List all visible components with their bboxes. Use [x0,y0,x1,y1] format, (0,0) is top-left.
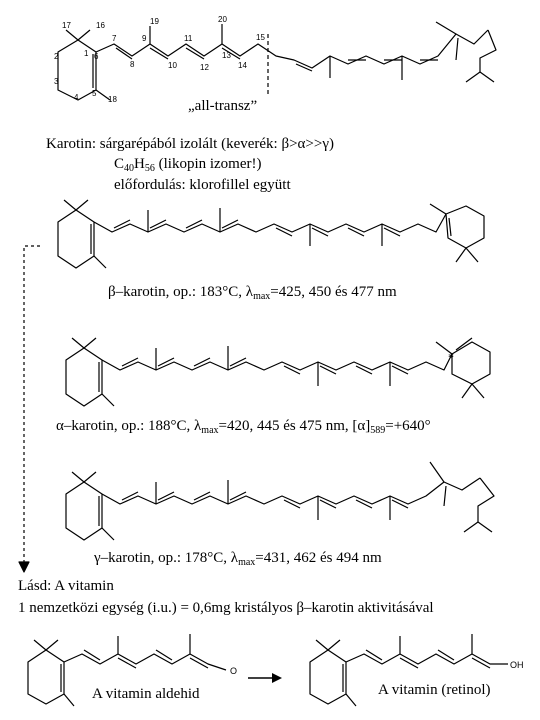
beta-text: β–karotin, op.: 183°C, λ [108,284,254,300]
beta-values: =425, 450 és 477 nm [270,284,397,300]
alpha-text: α–karotin, op.: 188°C, λ [56,418,202,434]
karotin-formula [114,156,262,173]
atom-number: 14 [238,61,247,70]
all-trans-structure [0,0,540,110]
alpha-lambda-sub: max [201,425,219,436]
atom-number: 10 [168,61,177,70]
chiral-star: * [448,350,454,364]
atom-number: 16 [96,21,105,30]
atom-number: 9 [142,34,147,43]
formula-c: C [114,156,125,172]
atom-number: 11 [184,34,193,43]
alpha-carotene-structure [0,318,540,418]
formula-h-count: 56 [144,163,155,174]
formula-note: (likopin izomer!) [154,156,262,172]
atom-number: 6 [94,52,99,61]
atom-number: 7 [112,34,117,43]
alpha-values: =420, 445 és 475 nm, [α] [218,418,371,434]
see-vitamin-a: Lásd: A vitamin [18,578,114,594]
beta-carotene-structure [0,192,540,282]
atom-number: 4 [74,93,79,102]
retinol-structure [282,630,540,720]
formula-c-count: 40 [124,163,135,174]
gamma-carotene-caption [94,550,382,567]
all-trans-label: „all-transz” [188,98,258,114]
atom-number: 8 [130,60,135,69]
karotin-line1: Karotin: sárgarépából izolált (keverék: β>α>>γ) [46,136,334,152]
formula-h: H [134,156,145,172]
beta-carotene-caption [108,284,397,301]
karotin-line3: előfordulás: klorofillel együtt [114,177,291,193]
atom-number: 15 [256,33,265,42]
gamma-text: γ–karotin, op.: 178°C, λ [94,550,239,566]
reaction-arrow [246,668,286,688]
alpha-carotene-caption [56,418,431,435]
gamma-lambda-sub: max [238,557,256,568]
retinal-structure [0,630,260,720]
alpha-rotation: =+640° [385,418,431,434]
international-unit-line: 1 nemzetközi egység (i.u.) = 0,6mg kristályos β–karotin aktivitásával [18,600,434,616]
atom-number: 17 [62,21,71,30]
atom-number: 18 [108,95,117,104]
atom-number: 13 [222,51,231,60]
gamma-values: =431, 462 és 494 nm [255,550,382,566]
atom-number: 5 [92,89,97,98]
atom-number: 19 [150,17,159,26]
alpha-rotation-sub: 589 [370,425,386,436]
atom-number: 2 [54,52,59,61]
reference-arrow [10,240,50,620]
atom-number: 12 [200,63,209,72]
beta-lambda-sub: max [253,291,271,302]
atom-number: 1 [84,49,89,58]
retinol-label: A vitamin (retinol) [378,682,491,698]
aldehyde-oxygen: O [230,666,238,676]
retinol-hydroxyl: OH [510,660,524,670]
aldehyde-label: A vitamin aldehid [92,686,200,702]
gamma-carotene-structure [0,452,540,552]
atom-number: 20 [218,15,227,24]
atom-number: 3 [54,77,59,86]
